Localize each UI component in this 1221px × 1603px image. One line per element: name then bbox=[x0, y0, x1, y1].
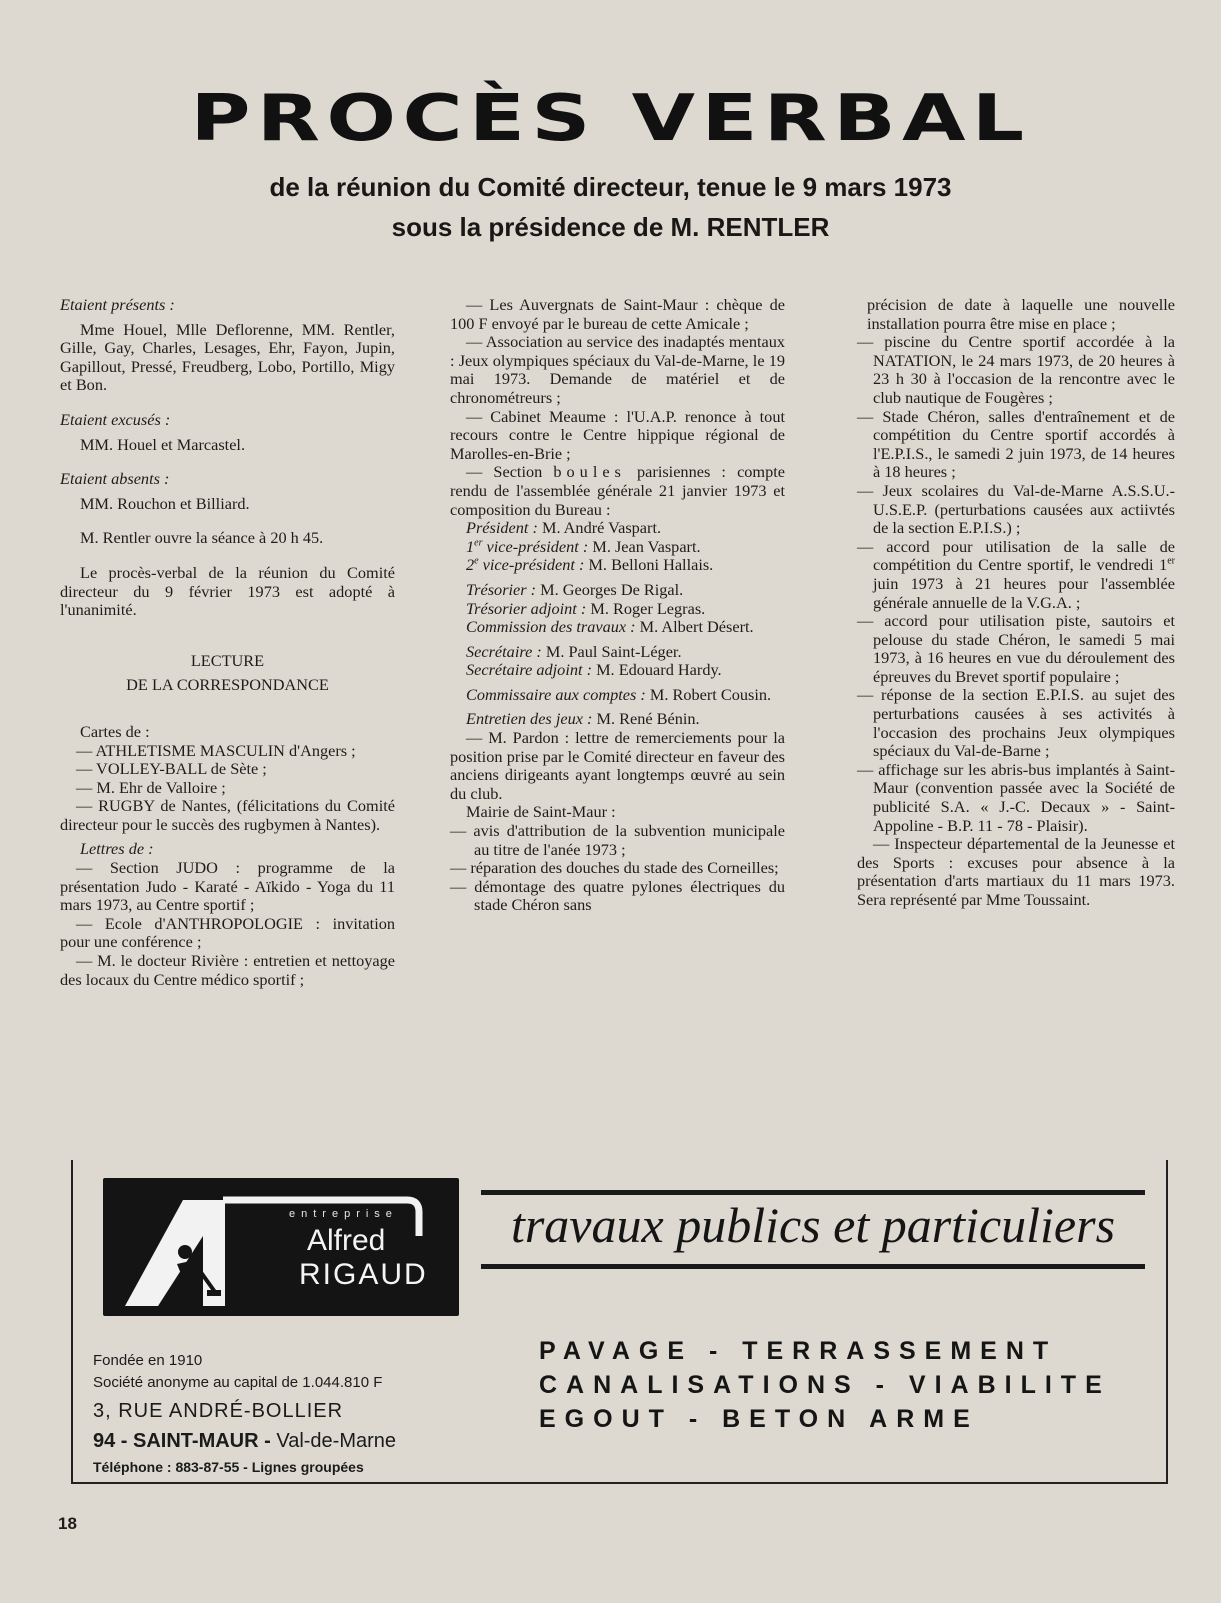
mairie-item bbox=[857, 538, 1175, 612]
carte-item: — ATHLETISME MASCULIN d'Angers ; bbox=[76, 740, 356, 760]
lettre-item: — Section JUDO : programme de la présentation Judo - Karaté - Aïkido - Yoga du 11 mars 1973, au Centre sportif ; bbox=[60, 858, 395, 915]
cartes-label: Cartes de : bbox=[80, 721, 150, 741]
mairie-item: — Jeux scolaires du Val-de-Marne A.S.S.U.-U.S.E.P. (perturbations causées aux actiivtés de la section E.P.I.S.) ; bbox=[857, 480, 1175, 538]
capital-text: Société anonyme au capital de 1.044.810 F bbox=[93, 1374, 383, 1391]
adoption-pv: Le procès-verbal de la réunion du Comité directeur du 9 février 1973 est adopté à l'unanimité. bbox=[60, 562, 395, 620]
role-label: Trésorier adjoint : bbox=[466, 598, 587, 618]
ouverture-seance: M. Rentler ouvre la séance à 20 h 45. bbox=[80, 528, 324, 548]
subtitle-line-2: sous la présidence de M. RENTLER bbox=[391, 212, 830, 242]
presents-list: Mme Houel, Mlle Deflorenne, MM. Rentler, Gille, Gay, Charles, Lesages, Ehr, Fayon, Jupin, Gapillout, Pressé, Freudberg, Lobo, Portillo, Migy et Bon. bbox=[60, 319, 395, 395]
lettre-item: — M. Pardon : lettre de remerciements pour la position prise par le Comité directeur en faveur des anciens dirigeants ayant longtemps œuvré au sein du club. bbox=[450, 728, 785, 803]
bureau-commissaire bbox=[450, 686, 785, 705]
role-suffix: er bbox=[474, 537, 483, 549]
role-label: Entretien des jeux : bbox=[466, 709, 593, 729]
text-fragment-spaced: boules bbox=[553, 462, 626, 482]
carte-item: — VOLLEY-BALL de Sète ; bbox=[76, 759, 267, 779]
role-label: vice-président : bbox=[478, 555, 585, 575]
text-fragment: parisiennes : compte rendu de l'assemblée générale 21 janvier 1973 et composition du Bureau : bbox=[450, 462, 785, 519]
section-heading-line-2: DE LA CORRESPONDANCE bbox=[126, 675, 329, 695]
role-value: M. Georges De Rigal. bbox=[536, 579, 684, 599]
role-label: Secrétaire adjoint : bbox=[466, 660, 592, 680]
role-label: vice-président : bbox=[482, 536, 589, 556]
column-3 bbox=[857, 296, 1175, 910]
role-value: M. Albert Désert. bbox=[635, 617, 754, 637]
role-value: M. André Vaspart. bbox=[537, 518, 662, 538]
role-label: Trésorier : bbox=[466, 579, 537, 599]
city-address bbox=[93, 1426, 396, 1456]
lettres-label: Lettres de : bbox=[80, 839, 154, 859]
phone-text: Téléphone : 883-87-55 - Lignes groupées bbox=[93, 1459, 364, 1475]
bureau-secretaire bbox=[450, 643, 785, 662]
text-fragment: — Section bbox=[466, 462, 554, 482]
role-value: M. Belloni Hallais. bbox=[584, 555, 714, 575]
role-label: Secrétaire : bbox=[466, 641, 542, 661]
role-label: Commission des travaux : bbox=[466, 617, 636, 637]
service-line: CANALISATIONS - VIABILITE bbox=[539, 1371, 1111, 1399]
lettre-item-boules bbox=[450, 463, 785, 519]
subtitle-line-1: de la réunion du Comité directeur, tenue le 9 mars 1973 bbox=[269, 172, 952, 202]
page-number: 18 bbox=[58, 1514, 77, 1533]
column-1 bbox=[60, 296, 395, 989]
role-value: M. Edouard Hardy. bbox=[592, 660, 722, 680]
bureau-tresorier bbox=[450, 581, 785, 600]
text-fragment: juin 1973 à 21 heures pour l'assemblée générale annuelle de la V.G.A. ; bbox=[873, 573, 1175, 612]
text-suffix: er bbox=[1167, 555, 1175, 567]
page-title: PROCÈS VERBAL bbox=[190, 82, 1031, 156]
role-value: M. Roger Legras. bbox=[586, 598, 706, 618]
mairie-item: — accord pour utilisation piste, sautoirs et pelouse du stade Chéron, le samedi 5 mai 1973, à 16 heures en vue du déroulement des épreuves du Brevet sportif populaire ; bbox=[857, 611, 1175, 686]
bureau-president bbox=[450, 519, 785, 538]
mairie-item-continued: précision de date à laquelle une nouvelle installation pourra être mise en place ; bbox=[867, 295, 1175, 333]
slogan-rule-bottom bbox=[481, 1264, 1145, 1269]
bureau-tresorier-adjoint bbox=[450, 600, 785, 619]
logo-mark-icon bbox=[103, 1178, 459, 1316]
logo-name-1: Alfred bbox=[307, 1224, 386, 1257]
lettre-item: — Cabinet Meaume : l'U.A.P. renonce à tout recours contre le Centre hippique régional de Marolles-en-Brie ; bbox=[450, 406, 785, 463]
role-value: M. Paul Saint-Léger. bbox=[541, 641, 682, 661]
slogan: travaux publics et particuliers bbox=[510, 1197, 1116, 1253]
role-value: M. Jean Vaspart. bbox=[588, 536, 701, 556]
advertisement bbox=[71, 1160, 1168, 1484]
mairie-item: — réparation des douches du stade des Corneilles; bbox=[450, 858, 779, 878]
service-line: PAVAGE - TERRASSEMENT bbox=[539, 1337, 1058, 1365]
bureau-vp2 bbox=[450, 556, 785, 575]
role-number: 1 bbox=[466, 536, 475, 556]
lettre-item: — Les Auvergnats de Saint-Maur : chèque de 100 F envoyé par le bureau de cette Amicale ; bbox=[450, 295, 785, 333]
founded-text: Fondée en 1910 bbox=[93, 1352, 203, 1369]
carte-item: — RUGBY de Nantes, (félicitations du Comité directeur pour le succès des rugbymen à Nantes). bbox=[60, 796, 395, 834]
company-logo bbox=[103, 1178, 459, 1316]
slogan-rule-top bbox=[481, 1190, 1145, 1195]
text-fragment: — accord pour utilisation de la salle de compétition du Centre sportif, le vendredi 1 bbox=[857, 536, 1175, 575]
company-info bbox=[93, 1350, 396, 1478]
role-value: M. Robert Cousin. bbox=[645, 684, 772, 704]
lettre-item: — Inspecteur départemental de la Jeunesse et des Sports : excuses pour absence à la présentation d'arts martiaux du 11 mars 1973. Sera représenté par Mme Toussaint. bbox=[857, 834, 1175, 909]
excuses-label: Etaient excusés : bbox=[60, 409, 171, 429]
role-label: Président : bbox=[466, 518, 538, 538]
mairie-item: — avis d'attribution de la subvention municipale au titre de l'anée 1973 ; bbox=[450, 821, 785, 859]
mairie-label: Mairie de Saint-Maur : bbox=[466, 802, 616, 822]
bureau-secretaire-adjoint bbox=[450, 661, 785, 680]
mairie-item: — piscine du Centre sportif accordée à la NATATION, le 24 mars 1973, de 20 heures à 23 h 30 à l'occasion de la rencontre avec le club nautique de Fougères ; bbox=[857, 332, 1175, 407]
section-heading-line-1: LECTURE bbox=[190, 650, 265, 670]
mairie-item: — Stade Chéron, salles d'entraînement et de compétition du Centre sportif accordés à l'E.P.I.S., le samedi 2 juin 1973, de 14 heures à 18 heures ; bbox=[857, 406, 1175, 482]
lettre-item: — Association au service des inadaptés mentaux : Jeux olympiques spéciaux du Val-de-Marne, le 19 mai 1973. Demande de matériel et de chronométreurs ; bbox=[450, 332, 785, 407]
service-line: EGOUT - BETON ARME bbox=[539, 1405, 979, 1433]
absents-label: Etaient absents : bbox=[60, 469, 170, 489]
lettre-item: — Ecole d'ANTHROPOLOGIE : invitation pour une conférence ; bbox=[60, 913, 395, 952]
role-label: Commissaire aux comptes : bbox=[466, 684, 646, 704]
mairie-item: — réponse de la section E.P.I.S. au sujet des perturbations causées à ses activités à l'occasion des prochains Jeux olympiques spéciaux du Val-de-Barne ; bbox=[857, 685, 1175, 761]
mairie-item: — démontage des quatre pylones électriques du stade Chéron sans bbox=[450, 876, 785, 915]
logo-small-text: entreprise bbox=[289, 1208, 398, 1220]
services-list bbox=[539, 1334, 1111, 1436]
lettre-item: — M. le docteur Rivière : entretien et nettoyage des locaux du Centre médico sportif ; bbox=[60, 951, 395, 989]
presents-label: Etaient présents : bbox=[60, 295, 175, 314]
city-bold: 94 - SAINT-MAUR - bbox=[93, 1430, 277, 1452]
column-2 bbox=[450, 296, 785, 915]
carte-item: — M. Ehr de Valloire ; bbox=[76, 777, 226, 797]
logo-name-2: RIGAUD bbox=[299, 1258, 428, 1291]
role-suffix: e bbox=[474, 555, 479, 567]
excuses-list: MM. Houel et Marcastel. bbox=[80, 434, 246, 454]
bureau-vp1 bbox=[450, 538, 785, 557]
mairie-item: — affichage sur les abris-bus implantés à Saint-Maur (convention passée avec la Société de publicité S.A. « J.-C. Decaux » - Saint-Appoline - B.P. 11 - 78 - Plaisir). bbox=[857, 759, 1175, 835]
bureau-entretien bbox=[450, 710, 785, 729]
city-rest: Val-de-Marne bbox=[276, 1430, 397, 1452]
role-value: M. René Bénin. bbox=[592, 709, 700, 729]
role-number: 2 bbox=[466, 555, 475, 575]
bureau-commission bbox=[450, 618, 785, 637]
street-address: 3, RUE ANDRÉ-BOLLIER bbox=[93, 1400, 344, 1422]
absents-list: MM. Rouchon et Billiard. bbox=[80, 493, 250, 513]
